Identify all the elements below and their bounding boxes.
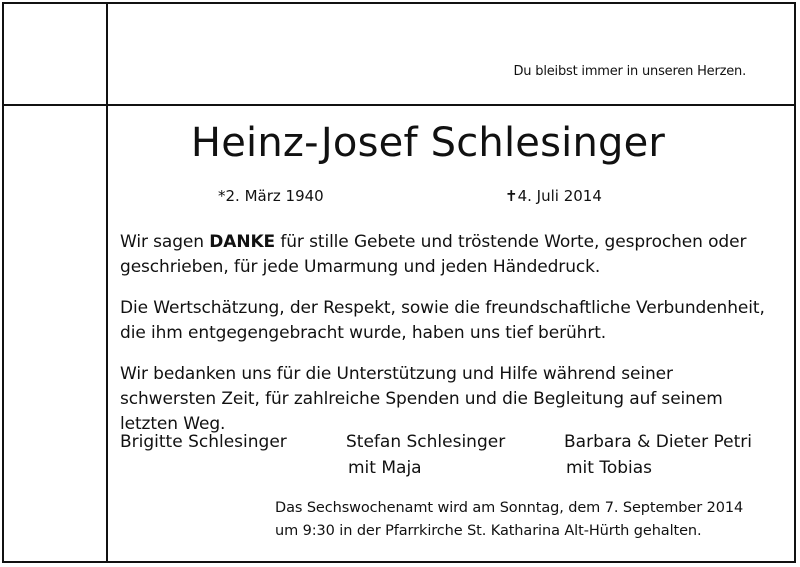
birth-date	[218, 187, 324, 205]
thanks-paragraph-1	[120, 230, 770, 280]
danke-word: DANKE	[209, 232, 276, 252]
signature-petri	[564, 429, 752, 481]
signature-name: Barbara & Dieter Petri	[564, 432, 753, 452]
signature-sub: mit Tobias	[566, 458, 653, 478]
vertical-divider	[106, 2, 108, 563]
notice-line-2: um 9:30 in der Pfarrkirche St. Katharina Alt-Hürth gehalten.	[275, 523, 702, 539]
signature-name: Brigitte Schlesinger	[120, 432, 287, 452]
horizontal-divider	[2, 104, 796, 106]
signature-name: Stefan Schlesinger	[346, 432, 506, 452]
p1-rest: für stille Gebete und tröstende Worte, gesprochen oder geschrieben, für jede Umarmung und jeden Händedruck.	[120, 232, 747, 277]
thanks-paragraph-2: Die Wertschätzung, der Respekt, sowie die freundschaftliche Verbundenheit, die ihm entgegengebracht wurde, haben uns tief berührt.	[120, 298, 765, 343]
death-date-text: 4. Juli 2014	[517, 187, 602, 205]
notice-line-1: Das Sechswochenamt wird am Sonntag, dem 7. September 2014	[275, 500, 744, 516]
star-icon: *	[218, 187, 226, 205]
signature-sub: mit Maja	[348, 458, 422, 478]
thanks-paragraph-3: Wir bedanken uns für die Unterstützung und Hilfe während seiner schwersten Zeit, für zahlreiche Spenden und die Begleitung auf seinem letzten Weg.	[120, 364, 723, 434]
p1-start: Wir sagen	[120, 232, 210, 252]
death-date	[505, 187, 602, 205]
cross-icon: ✝	[505, 187, 518, 205]
motto-text: Du bleibst immer in unseren Herzen.	[513, 64, 746, 79]
birth-date-text: 2. März 1940	[225, 187, 324, 205]
signature-brigitte	[120, 429, 287, 455]
signature-stefan	[346, 429, 505, 481]
deceased-name: Heinz-Josef Schlesinger	[190, 120, 666, 166]
mass-notice	[275, 497, 775, 543]
